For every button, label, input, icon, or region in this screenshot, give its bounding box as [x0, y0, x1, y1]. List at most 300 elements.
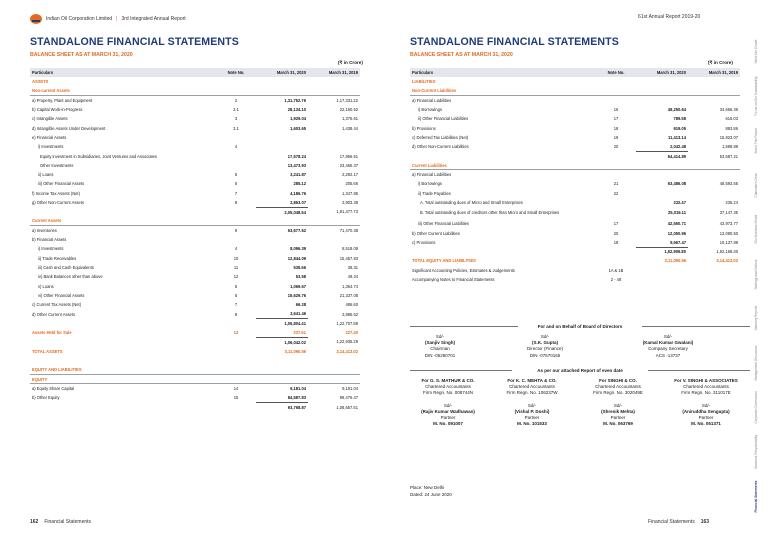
side-tab[interactable]: About This Report — [754, 127, 758, 154]
row-particulars: iii) Other Financial Liabilities — [418, 221, 469, 227]
row-particulars: c) Deferred Tax Liabilities (Net) — [412, 134, 469, 140]
left-footer-section: Financial Statements — [44, 519, 92, 525]
table-row — [30, 282, 360, 291]
row-2020-value: 84,587.83 — [287, 394, 306, 400]
row-note — [216, 216, 256, 225]
auditor-firm: For G. S. MATHUR & CO. — [421, 378, 475, 383]
table-row — [30, 142, 360, 151]
row-2019-value: 49.34 — [347, 274, 358, 280]
row-particulars: d) Other Non-Current Liabilities — [412, 144, 469, 150]
row-particulars — [30, 402, 216, 411]
board-signatory — [628, 334, 708, 359]
right-page-number: 163 — [700, 519, 710, 525]
row-particulars: e) Financial Assets — [32, 134, 67, 140]
row-2019-value: 34,666.36 — [719, 107, 738, 113]
row-note — [216, 133, 256, 142]
row-2019-value: 205.66 — [345, 181, 358, 187]
signatory-name: (Kamal Kumar Gwalani) — [642, 340, 694, 346]
balance-sheet-liabilities-table — [410, 68, 740, 284]
row-2020-value: 237.61 — [293, 329, 306, 335]
row-particulars: b) Capital Work-in-Progress — [32, 107, 83, 113]
table-row — [30, 86, 360, 95]
right-footer — [648, 519, 709, 525]
row-particulars: ASSETS — [32, 79, 49, 85]
row-2019-value: 1,22,935.29 — [336, 339, 358, 345]
table-row — [410, 96, 740, 105]
row-note — [216, 402, 256, 411]
row-2020-value — [636, 96, 688, 105]
row-note: 1A & 1B — [608, 267, 624, 273]
row-note: 12 — [233, 274, 239, 280]
row-2019-value — [688, 170, 740, 179]
row-2020-value: 3,11,090.56 — [284, 348, 306, 354]
row-2019-value: 615.03 — [725, 116, 738, 122]
auditor-role: Partner — [610, 415, 626, 421]
table-row — [30, 235, 360, 244]
row-2019-value — [688, 275, 740, 284]
row-2020-value: 8,096.39 — [290, 246, 306, 252]
table-row — [410, 123, 740, 132]
signatory-name: (S.K. Gupta) — [532, 340, 558, 346]
header-report: 3rd Integrated Annual Report — [121, 16, 186, 22]
col-2019: March 31, 2019 — [688, 68, 740, 77]
side-tab[interactable]: Our Business Model — [754, 215, 758, 244]
table-row — [30, 114, 360, 123]
row-note — [596, 256, 636, 265]
row-2020-value: 3,641.46 — [290, 311, 306, 317]
row-particulars: b) Provisions — [412, 125, 436, 131]
row-2020-value: 64,414.89 — [636, 151, 688, 160]
row-2020-value — [256, 375, 308, 384]
table-row — [410, 133, 740, 142]
row-2019-value — [308, 216, 360, 225]
table-row — [30, 291, 360, 300]
row-particulars: b) Other Equity — [32, 395, 60, 401]
auditor-mno: M. No. 063769 — [603, 421, 633, 427]
row-particulars: b) Other Current Liabilities — [412, 230, 460, 236]
col-note: Note No. — [596, 68, 636, 77]
row-2020-value: 2,863.07 — [290, 199, 306, 205]
col-2020: March 31, 2020 — [636, 68, 688, 77]
page-subtitle-right: BALANCE SHEET AS AT MARCH 31, 2020 — [410, 52, 513, 58]
auditor-type: Chartered Accountants — [425, 384, 471, 390]
row-note — [216, 337, 256, 346]
row-note: 3.1 — [233, 125, 239, 131]
table-row — [30, 198, 360, 207]
header-right-text: 61st Annual Report 2019-20 — [638, 14, 701, 20]
row-particulars: a) Inventories — [32, 228, 57, 234]
row-2020-value: 42,550.71 — [667, 221, 686, 227]
row-note — [216, 161, 256, 170]
row-particulars: Non-current Assets — [30, 86, 216, 95]
auditor-signatory — [490, 378, 574, 427]
table-row — [30, 226, 360, 235]
row-note — [216, 347, 256, 356]
row-2019-value — [308, 365, 360, 374]
row-2019-value: 227.40 — [345, 330, 358, 336]
signatory-sd: Sd/- — [663, 334, 673, 339]
row-2020-value: 789.58 — [673, 116, 686, 122]
signatory-sd: Sd/- — [435, 334, 445, 339]
row-2020-value: 3,241.87 — [290, 172, 306, 178]
row-2020-value — [256, 86, 308, 95]
signatory-id: DIN -05280701 — [424, 352, 456, 358]
auditor-name: (Aniruddha Sengupta) — [682, 408, 730, 414]
table-row — [30, 179, 360, 188]
row-note — [596, 151, 636, 160]
row-note — [596, 198, 636, 207]
row-particulars: TOTAL EQUITY AND LIABILITIES — [412, 258, 476, 264]
auditor-sd: Sd/- — [613, 402, 623, 408]
row-2019-value: 1,22,707.89 — [336, 320, 358, 326]
auditor-name: (Shrenik Mehta) — [601, 408, 635, 414]
table-row — [30, 365, 360, 374]
row-2019-value: 15,457.83 — [339, 255, 358, 261]
row-note: 8 — [234, 311, 238, 317]
row-2020-value — [636, 275, 688, 284]
row-note — [596, 77, 636, 86]
row-particulars — [30, 207, 216, 216]
signatory-name: (Sanjiv Singh) — [424, 340, 455, 346]
auditor-role: Partner — [698, 415, 714, 421]
row-2020-value — [636, 266, 688, 275]
row-2019-value — [688, 161, 740, 170]
auditor-mno: M. No. 091007 — [433, 421, 463, 427]
page-title-right: STANDALONE FINANCIAL STATEMENTS — [410, 36, 619, 48]
row-note — [216, 356, 256, 365]
row-2019-value: 1,52,168.30 — [716, 249, 738, 255]
row-2020-value: 63,677.62 — [287, 228, 306, 234]
row-2019-value: 1,364.74 — [342, 283, 358, 289]
row-2019-value — [688, 266, 740, 275]
row-2020-value: 93,768.87 — [256, 402, 308, 411]
row-particulars: TOTAL ASSETS — [32, 348, 63, 354]
row-note: 2.1 — [233, 107, 239, 113]
row-particulars: a) Equity Share Capital — [32, 386, 75, 392]
table-row — [410, 189, 740, 198]
table-row — [30, 384, 360, 393]
table-row — [30, 170, 360, 179]
row-particulars: v) Loans — [38, 283, 54, 289]
row-2019-value — [308, 356, 360, 365]
table-row — [30, 96, 360, 105]
row-2019-value — [308, 375, 360, 384]
report-heading — [410, 368, 750, 373]
auditor-role: Partner — [440, 415, 456, 421]
side-tab[interactable]: Corporate Governance — [754, 391, 758, 424]
row-2020-value: 232.47 — [673, 200, 686, 205]
dated-text: Dated: 24 June 2020 — [410, 491, 452, 497]
row-2019-value: 17,956.51 — [339, 153, 358, 159]
row-2020-value: 285.12 — [293, 181, 306, 187]
row-2020-value: 1,52,906.80 — [636, 247, 688, 256]
row-2020-value: 9,567.47 — [670, 239, 686, 245]
row-2019-value — [308, 133, 360, 142]
row-note: 6 — [234, 292, 238, 298]
row-note — [216, 235, 256, 244]
col-note: Note No. — [216, 68, 256, 77]
row-particulars: EQUITY — [30, 375, 216, 384]
row-note: 21 — [613, 181, 619, 187]
table-row — [410, 275, 740, 284]
table-row — [30, 244, 360, 253]
row-2020-value: 3,11,090.56 — [664, 258, 686, 264]
report-heading-text: As per our attached Report of even date — [537, 368, 623, 373]
row-2020-value: 13,473.93 — [287, 162, 306, 168]
auditor-sd: Sd/- — [701, 402, 711, 408]
signatory-id: DIN -07570165 — [529, 352, 561, 358]
row-note: 18 — [613, 239, 619, 245]
board-signatory — [400, 334, 480, 359]
row-note: 18 — [613, 125, 619, 131]
row-particulars: Current Assets — [30, 216, 216, 225]
row-particulars: EQUITY AND LIABILITIES — [30, 365, 216, 374]
row-particulars: ii) Trade Receivables — [38, 255, 77, 261]
row-note — [596, 96, 636, 105]
table-row — [30, 402, 360, 411]
row-2020-value: 2,05,048.54 — [256, 207, 308, 216]
row-2019-value: 37,147.35 — [719, 209, 738, 215]
row-note: 10 — [233, 255, 239, 261]
auditor-mno: M. No. 051371 — [691, 421, 721, 427]
row-note: 13 — [233, 330, 239, 336]
auditor-mno: M. No. 101533 — [517, 421, 547, 427]
table-row — [410, 238, 740, 247]
row-2020-value: 28,134.10 — [287, 107, 306, 113]
signatory-role: Director (Finance) — [526, 346, 563, 352]
row-note: 16 — [613, 107, 619, 113]
row-2019-value: 99,476.47 — [339, 395, 358, 401]
table-row — [410, 266, 740, 275]
table-row — [410, 114, 740, 123]
table-row — [30, 263, 360, 272]
side-tab[interactable]: Business Responsibility — [754, 435, 758, 469]
row-particulars — [410, 151, 596, 160]
side-tab[interactable]: Strategy and Outlook — [754, 259, 758, 289]
table-row — [30, 375, 360, 384]
col-particulars: Particulars — [30, 68, 216, 77]
signatory-role: Company Secretary — [648, 346, 688, 352]
row-note: 19 — [613, 134, 619, 140]
row-2020-value — [256, 142, 308, 151]
signatory-role: Chairman — [430, 346, 450, 352]
auditor-signatory — [406, 378, 490, 427]
row-2019-value: 43,973.77 — [719, 221, 738, 227]
row-2019-value: 1,91,477.73 — [336, 209, 358, 215]
row-2020-value: 63,486.08 — [667, 181, 686, 187]
row-2020-value: 4,186.76 — [290, 190, 306, 196]
row-particulars: d) Other Current Assets — [32, 311, 76, 317]
row-particulars: LIABILITIES — [412, 79, 436, 85]
row-2019-value: 53,587.21 — [719, 153, 738, 159]
table-row — [410, 170, 740, 179]
row-particulars: Equity investment in Subsidiaries, Joint Ventures and Associates — [40, 153, 157, 159]
table-row — [30, 151, 360, 160]
table-row — [30, 207, 360, 216]
row-note: 17 — [613, 116, 619, 122]
auditor-name: (Rajiv Kumar Wadhawan) — [421, 408, 475, 414]
table-row — [30, 254, 360, 263]
auditor-regn: Firm Regn. No. 008744N — [422, 390, 474, 396]
table-row — [30, 216, 360, 225]
auditor-type: Chartered Accountants — [595, 384, 641, 390]
row-particulars: i) Borrowings — [418, 181, 442, 187]
table-row — [30, 161, 360, 170]
row-note — [596, 161, 636, 170]
row-note: 14 — [233, 386, 239, 392]
left-header — [30, 14, 186, 24]
row-2020-value: 53.58 — [295, 274, 306, 280]
auditor-firm: For V. SINGHI & ASSOCIATES — [674, 378, 738, 383]
page-title: STANDALONE FINANCIAL STATEMENTS — [30, 36, 239, 48]
row-2020-value: 66.28 — [295, 302, 306, 308]
table-row — [410, 219, 740, 228]
auditor-sd: Sd/- — [443, 402, 453, 408]
left-page-number: 162 — [30, 519, 39, 525]
table-row — [30, 133, 360, 142]
table-row — [30, 356, 360, 365]
row-note: 20 — [613, 230, 619, 236]
row-2020-value — [256, 235, 308, 244]
row-note: 4 — [234, 246, 238, 252]
auditor-role: Partner — [524, 415, 540, 421]
row-particulars: a) Financial Liabilities — [412, 172, 452, 178]
row-particulars: c) Provisions — [412, 239, 436, 245]
row-2019-value — [308, 86, 360, 95]
row-2019-value: 2,292.17 — [342, 172, 358, 178]
row-note: 3 — [234, 116, 238, 122]
auditor-sd: Sd/- — [527, 402, 537, 408]
row-2020-value: 9,181.04 — [290, 386, 306, 392]
side-tab[interactable]: Focus on Our Sustainability — [754, 76, 758, 116]
place-text: Place: New Delhi — [410, 485, 445, 490]
table-header-row — [30, 68, 360, 77]
unit-label: (₹ in Crore) — [338, 60, 363, 65]
row-2020-value: 1,603.65 — [290, 125, 306, 131]
row-particulars: g) Other Non-Current Assets — [32, 200, 84, 205]
row-note: 17 — [613, 221, 619, 227]
row-particulars: c) Current Tax Assets (Net) — [32, 302, 82, 308]
row-note: 9 — [234, 228, 238, 234]
table-row — [30, 272, 360, 281]
row-particulars — [30, 319, 216, 328]
row-note: 15 — [233, 395, 239, 401]
row-particulars: b) Financial Assets — [32, 237, 67, 243]
row-2019-value: 1,347.85 — [342, 190, 358, 196]
table-row — [410, 161, 740, 170]
row-2019-value — [688, 86, 740, 95]
row-2019-value: 71,470.38 — [339, 228, 358, 234]
row-2019-value: 3,903.38 — [342, 200, 358, 205]
row-2019-value — [688, 189, 740, 198]
row-2019-value: 1,08,657.51 — [336, 404, 358, 410]
auditor-regn: Firm Regn. No. 302049E — [593, 390, 643, 396]
row-2020-value: 49,250.64 — [667, 107, 686, 113]
row-note: 7 — [234, 302, 238, 308]
row-2019-value: 22,160.52 — [339, 107, 358, 113]
table-row — [30, 123, 360, 132]
auditor-signatory — [576, 378, 660, 427]
row-note — [216, 375, 256, 384]
row-2019-value: 48,593.55 — [719, 181, 738, 187]
table-row — [410, 151, 740, 160]
row-note: 20 — [613, 144, 619, 150]
table-row — [410, 77, 740, 86]
row-2020-value: 12,844.09 — [287, 255, 306, 261]
row-2019-value: 12,080.50 — [719, 230, 738, 236]
table-row — [30, 77, 360, 86]
row-2019-value: 883.86 — [725, 125, 738, 131]
row-particulars: c) Intangible Assets — [32, 116, 68, 122]
row-particulars: iii) Other Financial Assets — [38, 181, 85, 187]
table-row — [410, 198, 740, 207]
right-footer-section: Financial Statements — [648, 519, 695, 525]
table-row — [410, 142, 740, 151]
table-row — [410, 86, 740, 95]
row-particulars: f) Income Tax Assets (Net) — [32, 190, 80, 196]
row-note — [596, 86, 636, 95]
row-2019-value: 3,14,413.02 — [336, 348, 358, 354]
auditor-regn: Firm Regn. No. 106237W — [506, 390, 558, 396]
row-2019-value: 8,518.09 — [342, 246, 358, 252]
row-2019-value: 235.24 — [725, 200, 738, 205]
side-tab[interactable]: Chairman's Desk — [754, 172, 758, 197]
side-tab[interactable]: Financial Statements — [754, 480, 758, 513]
table-row — [410, 256, 740, 265]
row-2020-value — [256, 216, 308, 225]
row-particulars: a) Financial Liabilities — [412, 97, 452, 103]
row-2019-value: 15,823.07 — [719, 134, 738, 140]
right-header — [638, 14, 700, 20]
row-2020-value: 17,578.24 — [287, 153, 306, 159]
row-note — [596, 247, 636, 256]
side-tab[interactable]: Statutory Reports — [754, 306, 758, 331]
row-2019-value: 486.60 — [345, 302, 358, 308]
row-note: 2 — [234, 97, 238, 103]
side-tab[interactable]: Value We Create — [754, 39, 758, 64]
row-particulars: i) Investments — [38, 246, 64, 252]
row-note — [216, 365, 256, 374]
row-2020-value — [256, 133, 308, 142]
row-2020-value: 1,05,804.41 — [256, 319, 308, 328]
row-particulars: vi) Other Financial Assets — [38, 292, 85, 298]
auditor-firm: For SINGHI & CO. — [599, 378, 637, 383]
row-2020-value — [636, 161, 688, 170]
row-2019-value: 1,376.61 — [342, 116, 358, 122]
row-2020-value: 535.56 — [293, 265, 306, 271]
row-2020-value: 1,06,042.02 — [256, 337, 308, 346]
row-2019-value: 38.31 — [347, 265, 358, 271]
table-header-row — [410, 68, 740, 77]
auditor-signatory — [664, 378, 748, 427]
row-2019-value: 3,985.52 — [342, 311, 358, 317]
row-2020-value: 25,019.11 — [668, 209, 686, 215]
side-tab[interactable]: Management Discussion — [754, 345, 758, 381]
row-note: 5 — [234, 172, 238, 178]
table-row — [30, 189, 360, 198]
auditor-firm: For K. C. MEHTA & CO. — [507, 378, 557, 383]
row-2020-value — [256, 77, 308, 86]
row-2020-value — [636, 170, 688, 179]
row-2020-value: 1,929.04 — [290, 116, 306, 122]
row-particulars: d) Intangible Assets Under Development — [32, 125, 106, 131]
row-particulars: a) Property, Plant and Equipment — [32, 97, 93, 103]
table-row — [30, 328, 360, 337]
signatory-id: ACS -13737 — [655, 352, 681, 358]
left-footer — [30, 519, 91, 525]
row-particulars: A. Total outstanding dues of Micro and Small Enterprises — [420, 200, 523, 205]
table-row — [30, 337, 360, 346]
